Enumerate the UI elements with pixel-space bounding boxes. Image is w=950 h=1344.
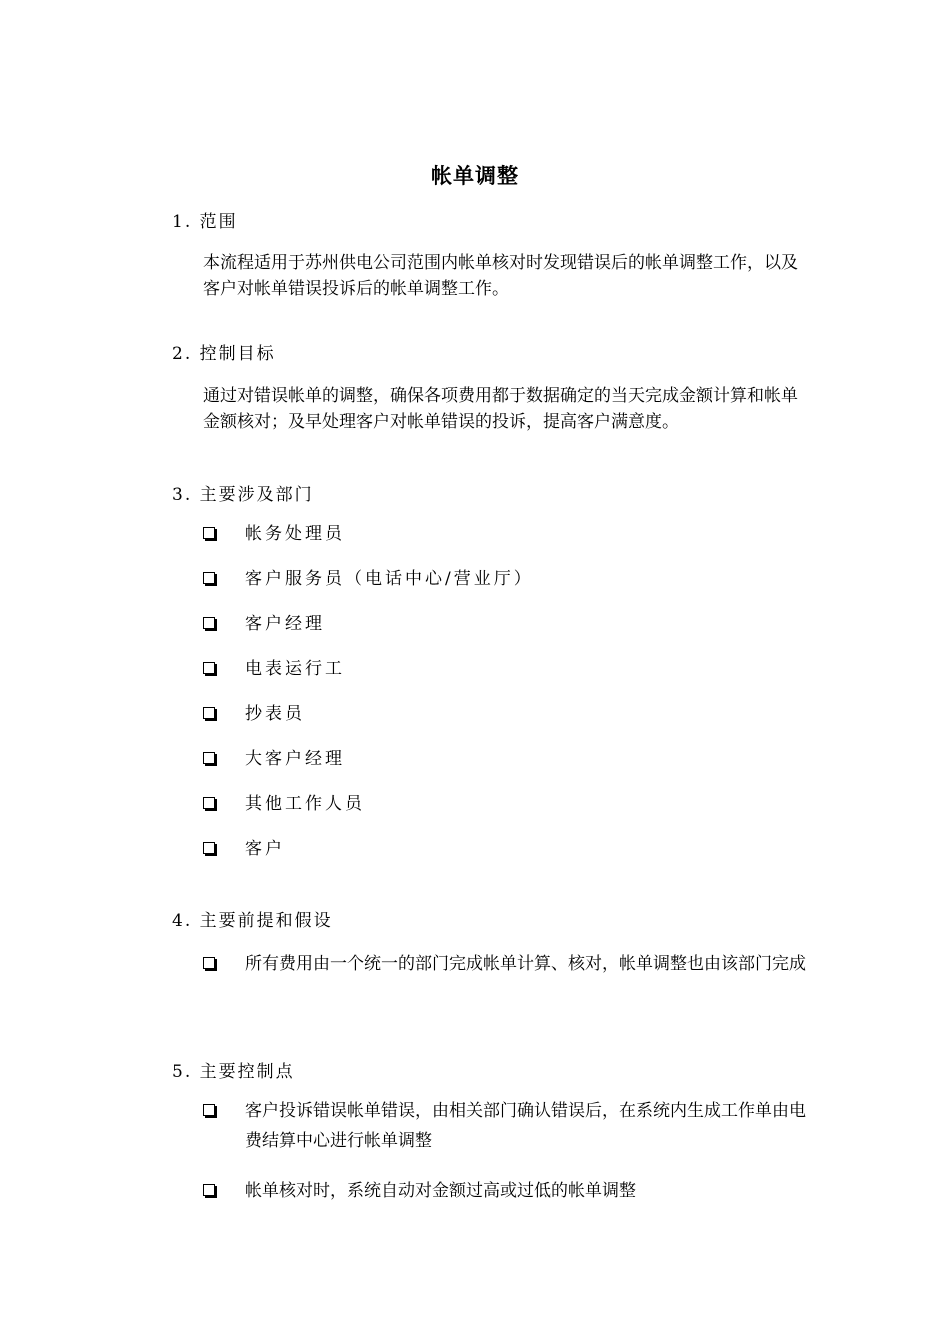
checkbox-bullet-icon xyxy=(203,957,215,969)
checkbox-bullet-icon xyxy=(203,572,215,584)
checkbox-bullet-icon xyxy=(203,1184,215,1196)
checkbox-bullet-icon xyxy=(203,707,215,719)
checkbox-bullet-icon xyxy=(203,662,215,674)
section-heading-assumptions: 4. 主要前提和假设 xyxy=(172,911,333,931)
list-item-text: 电表运行工 xyxy=(245,659,345,679)
section-heading-departments: 3. 主要涉及部门 xyxy=(172,485,314,505)
checkbox-bullet-icon xyxy=(203,842,215,854)
list-item-text: 客户服务员（电话中心/营业厅） xyxy=(245,569,534,589)
section-heading-control-goal: 2. 控制目标 xyxy=(172,344,276,364)
checkbox-bullet-icon xyxy=(203,752,215,764)
checkbox-bullet-icon xyxy=(203,797,215,809)
section-heading-control-points: 5. 主要控制点 xyxy=(172,1062,295,1082)
section-paragraph-control-goal: 通过对错误帐单的调整，确保各项费用都于数据确定的当天完成金额计算和帐单金额核对；及早处理客户对帐单错误的投诉，提高客户满意度。 xyxy=(203,386,798,432)
section-paragraph-scope: 本流程适用于苏州供电公司范围内帐单核对时发现错误后的帐单调整工作，以及客户对帐单错误投诉后的帐单调整工作。 xyxy=(203,253,798,299)
document-title: 帐单调整 xyxy=(431,164,519,188)
list-item-text: 帐单核对时，系统自动对金额过高或过低的帐单调整 xyxy=(245,1181,636,1201)
list-item-text: 抄表员 xyxy=(245,704,305,724)
list-item-text: 客户经理 xyxy=(245,614,325,634)
checkbox-bullet-icon xyxy=(203,617,215,629)
checkbox-bullet-icon xyxy=(203,1104,215,1116)
section-heading-scope: 1. 范围 xyxy=(172,212,238,232)
list-item-text: 大客户经理 xyxy=(245,749,345,769)
checkbox-bullet-icon xyxy=(203,527,215,539)
list-item-text: 客户 xyxy=(245,839,285,859)
list-item-text: 帐务处理员 xyxy=(245,524,345,544)
list-item-text: 其他工作人员 xyxy=(245,794,365,814)
list-item-text: 所有费用由一个统一的部门完成帐单计算、核对，帐单调整也由该部门完成 xyxy=(245,954,806,974)
list-item-text: 客户投诉错误帐单错误，由相关部门确认错误后，在系统内生成工作单由电费结算中心进行帐单调整 xyxy=(245,1101,806,1151)
